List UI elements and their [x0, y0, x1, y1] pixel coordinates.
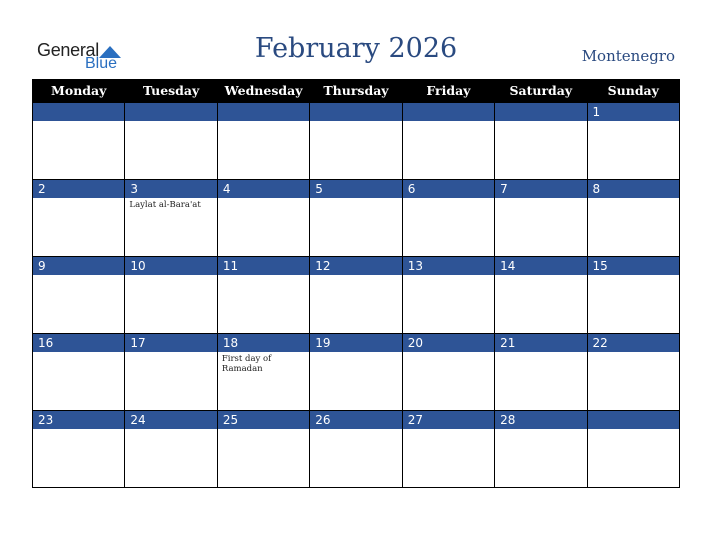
event-label [495, 121, 586, 123]
event-label [588, 275, 679, 277]
weekday-header-row [33, 79, 680, 103]
day-cell[interactable] [33, 103, 125, 180]
day-cell[interactable] [125, 257, 217, 334]
event-label [125, 352, 216, 354]
event-label [33, 275, 124, 277]
day-cell[interactable] [310, 103, 402, 180]
day-cell[interactable] [402, 103, 494, 180]
weekday-header: Tuesday [125, 79, 217, 103]
day-cell[interactable] [402, 257, 494, 334]
event-label [125, 275, 216, 277]
day-cell[interactable] [402, 180, 494, 257]
week-row [33, 180, 680, 257]
day-cell[interactable] [495, 103, 587, 180]
day-cell[interactable] [125, 411, 217, 488]
day-number: 7 [495, 180, 586, 198]
logo-word-general: General [37, 40, 99, 60]
day-number: 26 [310, 411, 401, 429]
week-row [33, 257, 680, 334]
day-cell[interactable] [402, 334, 494, 411]
day-number: 28 [495, 411, 586, 429]
weekday-header: Saturday [495, 79, 587, 103]
day-cell[interactable] [495, 180, 587, 257]
day-number [403, 103, 494, 121]
day-number: 5 [310, 180, 401, 198]
event-label [125, 429, 216, 431]
day-number: 8 [588, 180, 679, 198]
day-number: 27 [403, 411, 494, 429]
day-cell[interactable] [587, 257, 679, 334]
day-cell[interactable] [587, 103, 679, 180]
day-number [588, 411, 679, 429]
day-number: 19 [310, 334, 401, 352]
day-cell[interactable] [33, 180, 125, 257]
day-cell[interactable] [587, 411, 679, 488]
day-cell[interactable] [217, 180, 309, 257]
event-label [588, 198, 679, 200]
event-label: First day of Ramadan [221, 354, 272, 374]
day-number: 3 [125, 180, 216, 198]
day-number: 14 [495, 257, 586, 275]
event-label [588, 429, 679, 431]
country-label: Montenegro [581, 47, 675, 65]
event-label [218, 275, 309, 277]
day-cell[interactable] [310, 180, 402, 257]
event-label [403, 352, 494, 354]
day-cell[interactable] [587, 334, 679, 411]
day-cell[interactable] [310, 411, 402, 488]
event-label [403, 121, 494, 123]
event-label [403, 198, 494, 200]
day-number: 10 [125, 257, 216, 275]
event-label [310, 198, 401, 200]
day-number [125, 103, 216, 121]
event-label [218, 429, 309, 431]
event-label [310, 121, 401, 123]
weekday-header: Friday [402, 79, 494, 103]
week-row [33, 411, 680, 488]
day-number: 2 [33, 180, 124, 198]
day-cell[interactable] [33, 334, 125, 411]
day-number [495, 103, 586, 121]
day-cell[interactable] [125, 103, 217, 180]
day-cell[interactable] [217, 257, 309, 334]
day-cell[interactable] [217, 411, 309, 488]
day-number: 17 [125, 334, 216, 352]
weekday-header: Sunday [587, 79, 679, 103]
day-number [310, 103, 401, 121]
day-cell[interactable] [217, 334, 309, 411]
event-label [495, 198, 586, 200]
event-label [33, 429, 124, 431]
event-label [33, 121, 124, 123]
event-label [310, 352, 401, 354]
week-row [33, 103, 680, 180]
event-label [495, 275, 586, 277]
event-label [403, 429, 494, 431]
day-cell[interactable] [125, 180, 217, 257]
day-number: 15 [588, 257, 679, 275]
day-number: 4 [218, 180, 309, 198]
day-number: 16 [33, 334, 124, 352]
event-label [588, 352, 679, 354]
event-label [33, 198, 124, 200]
day-number: 22 [588, 334, 679, 352]
day-number: 21 [495, 334, 586, 352]
day-number: 18 [218, 334, 309, 352]
event-label [125, 121, 216, 123]
day-number: 23 [33, 411, 124, 429]
event-label [218, 121, 309, 123]
calendar-grid [32, 79, 680, 488]
event-label [495, 352, 586, 354]
day-number: 13 [403, 257, 494, 275]
day-cell[interactable] [587, 180, 679, 257]
day-number: 9 [33, 257, 124, 275]
day-cell[interactable] [495, 257, 587, 334]
event-label [588, 121, 679, 123]
day-number: 20 [403, 334, 494, 352]
day-cell[interactable] [125, 334, 217, 411]
day-cell[interactable] [33, 257, 125, 334]
day-cell[interactable] [33, 411, 125, 488]
event-label: Laylat al-Bara'at [129, 200, 201, 210]
day-cell[interactable] [495, 334, 587, 411]
event-label [403, 275, 494, 277]
logo-word-blue: Blue [85, 55, 118, 72]
day-cell[interactable] [310, 334, 402, 411]
event-label [310, 429, 401, 431]
event-label [218, 198, 309, 200]
day-number [33, 103, 124, 121]
day-cell[interactable] [495, 411, 587, 488]
weekday-header: Wednesday [217, 79, 309, 103]
page-title: February 2026 [254, 33, 458, 64]
day-number: 6 [403, 180, 494, 198]
day-cell[interactable] [217, 103, 309, 180]
weekday-header: Thursday [310, 79, 402, 103]
day-cell[interactable] [310, 257, 402, 334]
day-number: 12 [310, 257, 401, 275]
day-number: 11 [218, 257, 309, 275]
event-label [33, 352, 124, 354]
day-number: 1 [588, 103, 679, 121]
event-label [495, 429, 586, 431]
day-number [218, 103, 309, 121]
day-cell[interactable] [402, 411, 494, 488]
day-number: 25 [218, 411, 309, 429]
day-number: 24 [125, 411, 216, 429]
week-row [33, 334, 680, 411]
event-label [310, 275, 401, 277]
weekday-header: Monday [33, 79, 125, 103]
